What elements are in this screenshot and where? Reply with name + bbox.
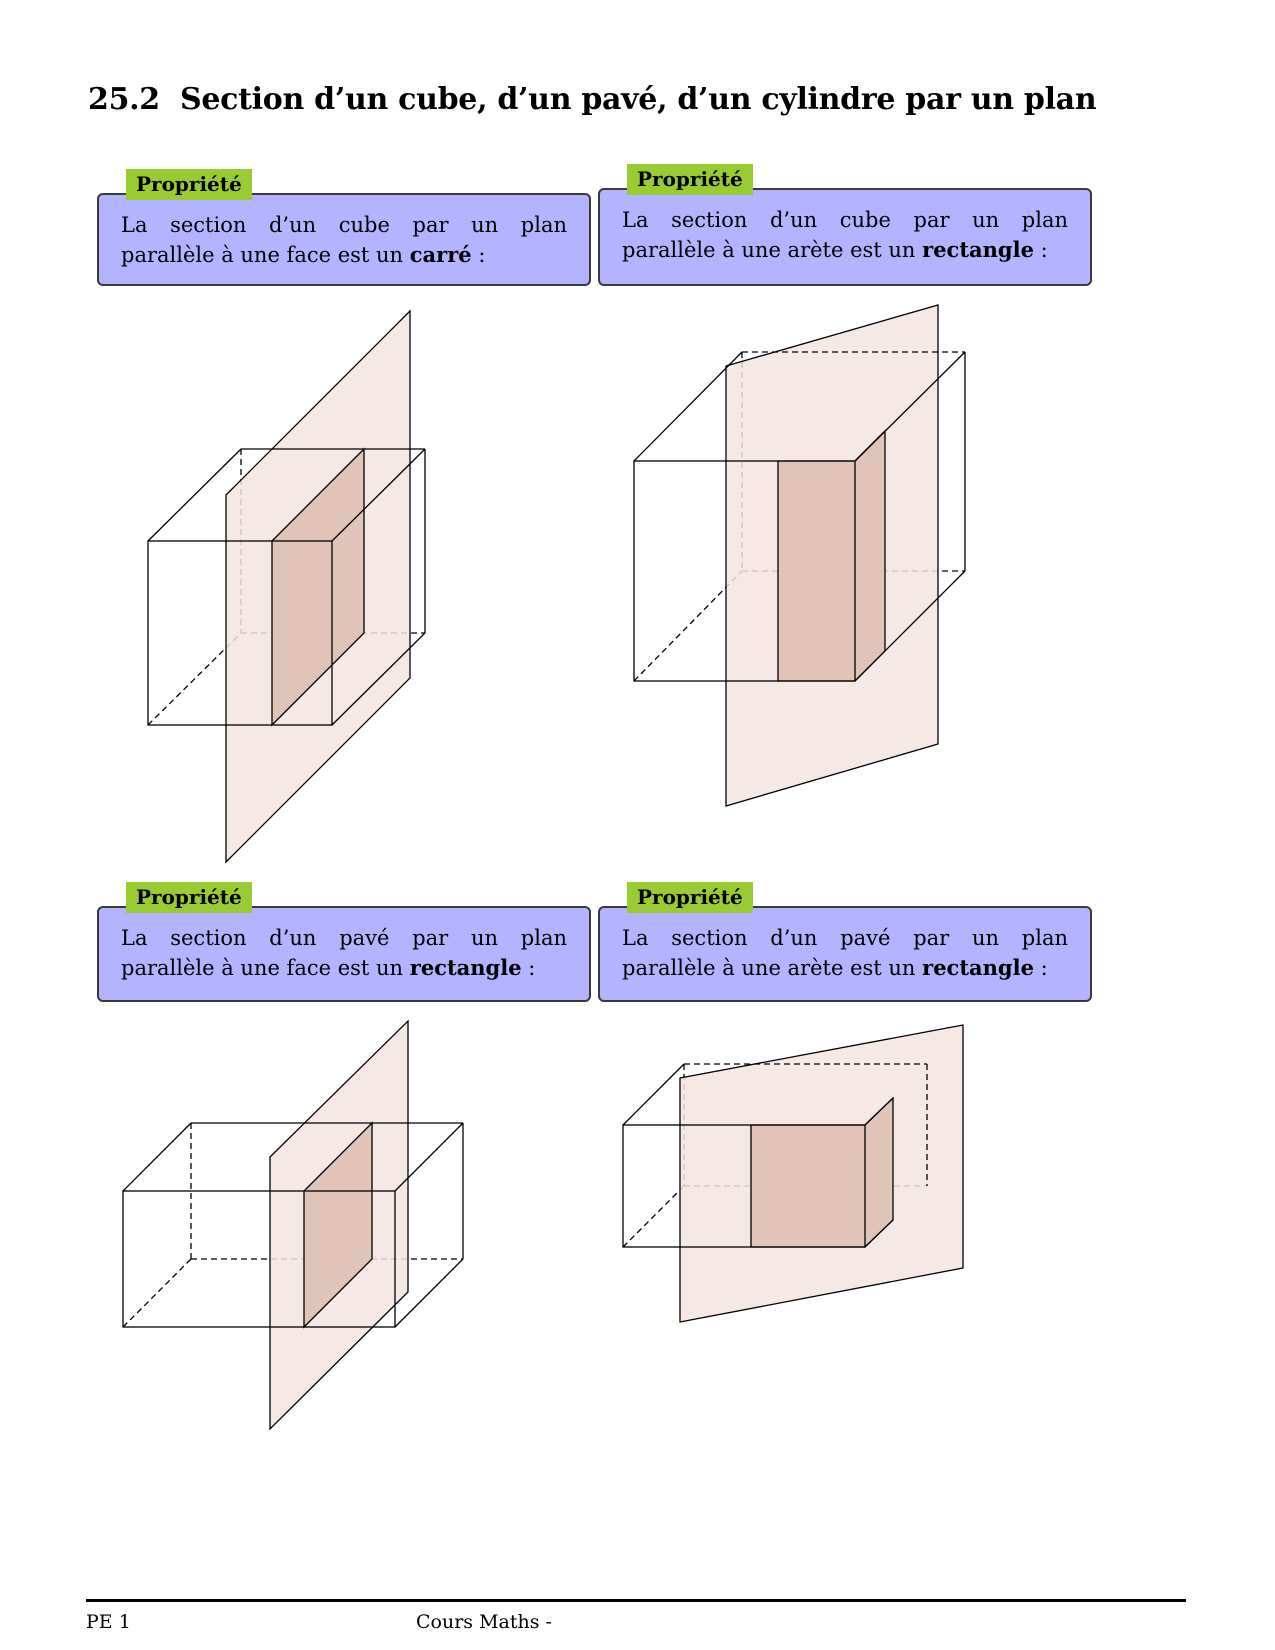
property-tag-4: Propriété	[627, 882, 753, 913]
property-text: La section d’un cube par un plan parallèle à une face est un	[121, 213, 567, 267]
property-keyword: carré	[409, 242, 472, 267]
property-text: La section d’un pavé par un plan parallèle à une face est un	[121, 926, 567, 980]
figure-box-edge-section	[623, 1025, 963, 1322]
property-tag-2: Propriété	[627, 164, 753, 195]
property-keyword: rectangle	[922, 237, 1034, 262]
footer-center: Cours Maths -	[416, 1611, 552, 1633]
figure-cube-face-section	[148, 311, 425, 862]
property-text-end: :	[1033, 956, 1048, 980]
property-text-end: :	[471, 243, 486, 267]
property-keyword: rectangle	[409, 955, 522, 980]
section-number: 25.2	[88, 82, 160, 117]
property-tag-3: Propriété	[126, 882, 252, 913]
footer-left: PE 1	[86, 1611, 131, 1633]
property-text: La section d’un pavé par un plan parallèle à une arète est un	[622, 926, 1068, 980]
property-text-end: :	[521, 956, 536, 980]
property-text-end: :	[1033, 238, 1048, 262]
figure-box-face-section	[123, 1021, 463, 1429]
footer-rule	[86, 1599, 1186, 1602]
property-text: La section d’un cube par un plan parallèle à une arète est un	[622, 208, 1068, 262]
section-title-text: Section d’un cube, d’un pavé, d’un cylindre par un plan	[180, 82, 1097, 117]
property-keyword: rectangle	[922, 955, 1034, 980]
rectangle-section	[778, 431, 885, 681]
property-tag-1: Propriété	[126, 169, 252, 200]
figure-cube-edge-section	[634, 305, 965, 806]
